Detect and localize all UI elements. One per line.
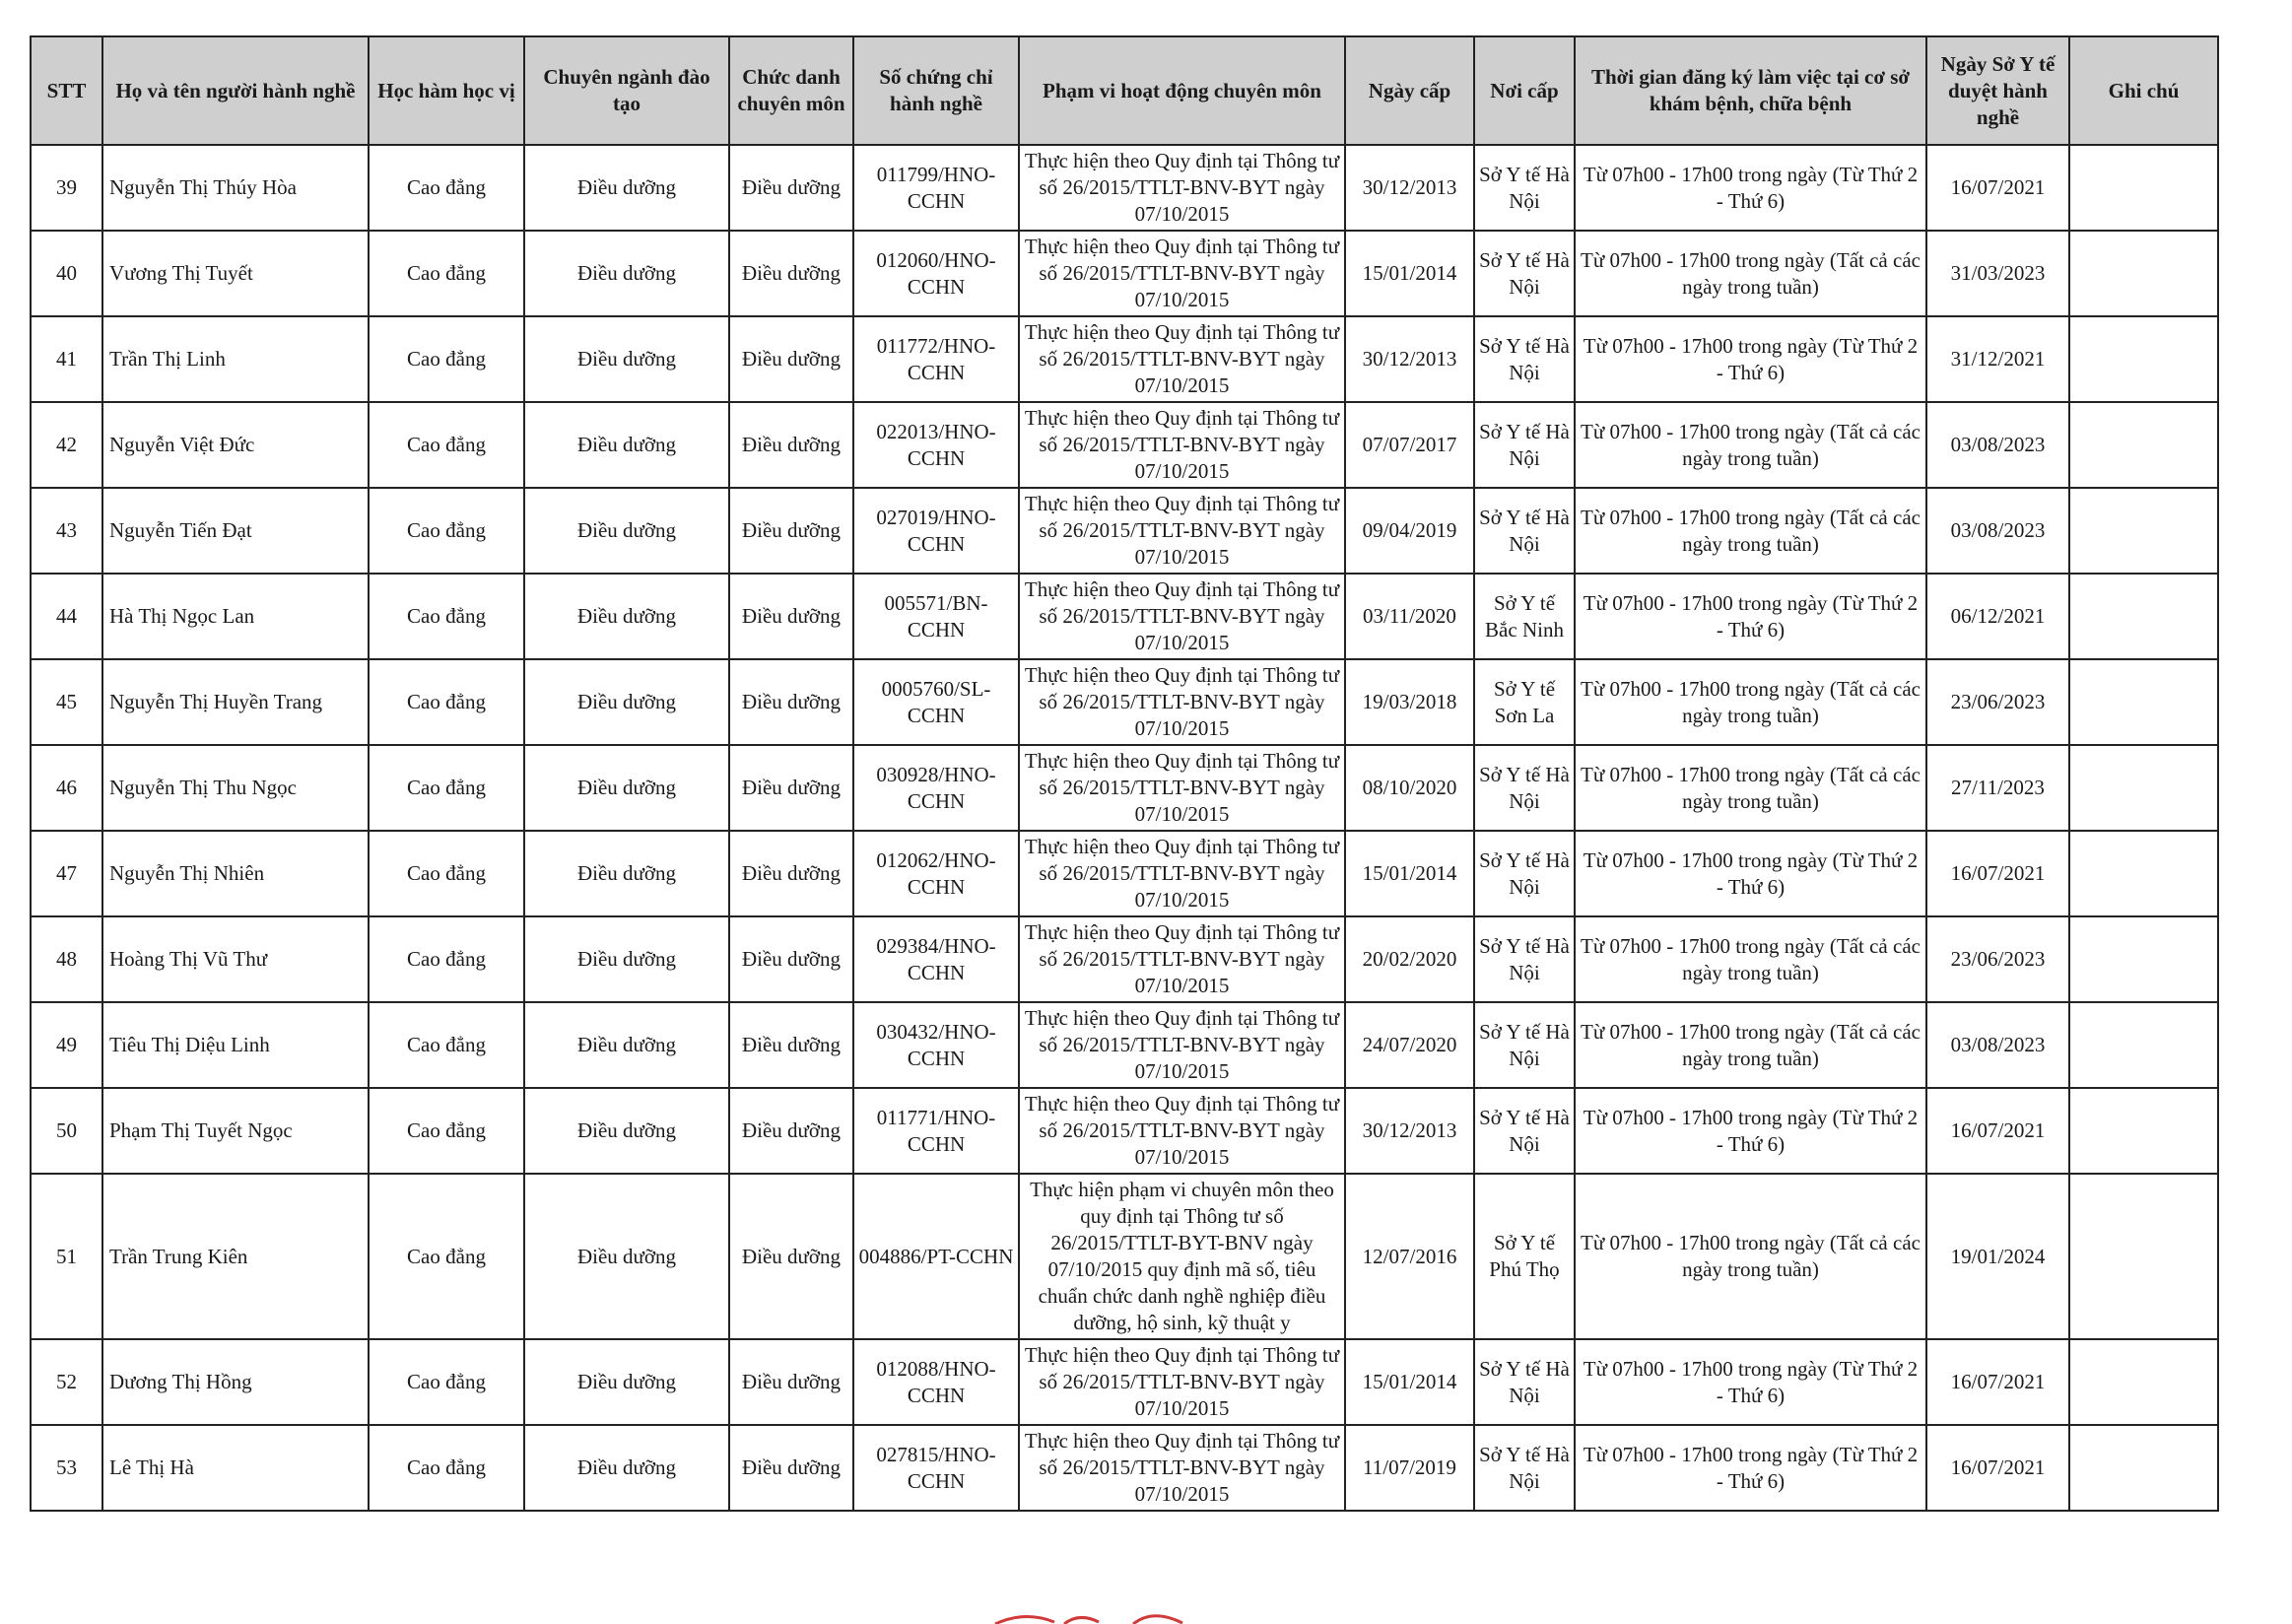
cell-name: Phạm Thị Tuyết Ngọc bbox=[102, 1088, 369, 1174]
cell-degree: Cao đẳng bbox=[369, 1339, 524, 1425]
cell-place: Sở Y tế Hà Nội bbox=[1474, 1339, 1575, 1425]
cell-cert: 029384/HNO-CCHN bbox=[853, 916, 1019, 1002]
cell-degree: Cao đẳng bbox=[369, 1174, 524, 1339]
cell-place: Sở Y tế Hà Nội bbox=[1474, 1088, 1575, 1174]
cell-major: Điều dưỡng bbox=[524, 402, 729, 488]
cell-title: Điều dưỡng bbox=[729, 745, 853, 831]
cell-name: Nguyễn Thị Thu Ngọc bbox=[102, 745, 369, 831]
cell-approved: 31/12/2021 bbox=[1926, 316, 2069, 402]
cell-approved: 27/11/2023 bbox=[1926, 745, 2069, 831]
cell-degree: Cao đẳng bbox=[369, 316, 524, 402]
cell-note bbox=[2069, 574, 2218, 659]
cell-issued: 15/01/2014 bbox=[1345, 1339, 1474, 1425]
cell-major: Điều dưỡng bbox=[524, 574, 729, 659]
cell-name: Lê Thị Hà bbox=[102, 1425, 369, 1511]
cell-title: Điều dưỡng bbox=[729, 1002, 853, 1088]
cell-stt: 48 bbox=[31, 916, 102, 1002]
cell-issued: 19/03/2018 bbox=[1345, 659, 1474, 745]
cell-name: Dương Thị Hồng bbox=[102, 1339, 369, 1425]
cell-title: Điều dưỡng bbox=[729, 574, 853, 659]
cell-approved: 23/06/2023 bbox=[1926, 659, 2069, 745]
cell-name: Nguyễn Việt Đức bbox=[102, 402, 369, 488]
cell-scope: Thực hiện theo Quy định tại Thông tư số 26/2015/TTLT-BNV-BYT ngày 07/10/2015 bbox=[1019, 659, 1345, 745]
col-header-title: Chức danh chuyên môn bbox=[729, 36, 853, 145]
table-header bbox=[31, 36, 2218, 145]
col-header-hours: Thời gian đăng ký làm việc tại cơ sở khám bệnh, chữa bệnh bbox=[1575, 36, 1926, 145]
cell-stt: 39 bbox=[31, 145, 102, 231]
table-row bbox=[31, 1425, 2218, 1511]
cell-approved: 16/07/2021 bbox=[1926, 145, 2069, 231]
cell-issued: 30/12/2013 bbox=[1345, 316, 1474, 402]
cell-note bbox=[2069, 145, 2218, 231]
cell-stt: 42 bbox=[31, 402, 102, 488]
cell-title: Điều dưỡng bbox=[729, 145, 853, 231]
cell-note bbox=[2069, 745, 2218, 831]
cell-cert: 012088/HNO-CCHN bbox=[853, 1339, 1019, 1425]
cell-place: Sở Y tế Hà Nội bbox=[1474, 316, 1575, 402]
col-header-place: Nơi cấp bbox=[1474, 36, 1575, 145]
cell-issued: 08/10/2020 bbox=[1345, 745, 1474, 831]
cell-scope: Thực hiện theo Quy định tại Thông tư số 26/2015/TTLT-BNV-BYT ngày 07/10/2015 bbox=[1019, 316, 1345, 402]
cell-title: Điều dưỡng bbox=[729, 1339, 853, 1425]
cell-scope: Thực hiện theo Quy định tại Thông tư số 26/2015/TTLT-BNV-BYT ngày 07/10/2015 bbox=[1019, 1425, 1345, 1511]
cell-note bbox=[2069, 916, 2218, 1002]
cell-scope: Thực hiện theo Quy định tại Thông tư số 26/2015/TTLT-BNV-BYT ngày 07/10/2015 bbox=[1019, 745, 1345, 831]
cell-cert: 012062/HNO-CCHN bbox=[853, 831, 1019, 916]
cell-hours: Từ 07h00 - 17h00 trong ngày (Từ Thứ 2 - Thứ 6) bbox=[1575, 145, 1926, 231]
cell-major: Điều dưỡng bbox=[524, 488, 729, 574]
cell-approved: 19/01/2024 bbox=[1926, 1174, 2069, 1339]
cell-hours: Từ 07h00 - 17h00 trong ngày (Từ Thứ 2 - Thứ 6) bbox=[1575, 574, 1926, 659]
cell-degree: Cao đẳng bbox=[369, 402, 524, 488]
cell-note bbox=[2069, 831, 2218, 916]
practitioner-table-sheet bbox=[30, 35, 2217, 1512]
cell-place: Sở Y tế Sơn La bbox=[1474, 659, 1575, 745]
col-header-stt: STT bbox=[31, 36, 102, 145]
table-row bbox=[31, 916, 2218, 1002]
cell-approved: 06/12/2021 bbox=[1926, 574, 2069, 659]
cell-hours: Từ 07h00 - 17h00 trong ngày (Từ Thứ 2 - Thứ 6) bbox=[1575, 1425, 1926, 1511]
cell-scope: Thực hiện theo Quy định tại Thông tư số 26/2015/TTLT-BNV-BYT ngày 07/10/2015 bbox=[1019, 1002, 1345, 1088]
col-header-name: Họ và tên người hành nghề bbox=[102, 36, 369, 145]
table-row bbox=[31, 1339, 2218, 1425]
table-row bbox=[31, 1174, 2218, 1339]
cell-note bbox=[2069, 659, 2218, 745]
cell-title: Điều dưỡng bbox=[729, 1088, 853, 1174]
col-header-scope: Phạm vi hoạt động chuyên môn bbox=[1019, 36, 1345, 145]
cell-approved: 03/08/2023 bbox=[1926, 1002, 2069, 1088]
cell-cert: 011772/HNO-CCHN bbox=[853, 316, 1019, 402]
cell-stt: 46 bbox=[31, 745, 102, 831]
cell-stt: 40 bbox=[31, 231, 102, 316]
cell-name: Vương Thị Tuyết bbox=[102, 231, 369, 316]
cell-place: Sở Y tế Hà Nội bbox=[1474, 745, 1575, 831]
cell-approved: 23/06/2023 bbox=[1926, 916, 2069, 1002]
table-row bbox=[31, 745, 2218, 831]
cell-degree: Cao đẳng bbox=[369, 831, 524, 916]
cell-place: Sở Y tế Hà Nội bbox=[1474, 231, 1575, 316]
cell-cert: 030432/HNO-CCHN bbox=[853, 1002, 1019, 1088]
cell-hours: Từ 07h00 - 17h00 trong ngày (Tất cả các ngày trong tuần) bbox=[1575, 488, 1926, 574]
cell-approved: 03/08/2023 bbox=[1926, 402, 2069, 488]
cell-hours: Từ 07h00 - 17h00 trong ngày (Tất cả các ngày trong tuần) bbox=[1575, 1002, 1926, 1088]
col-header-major: Chuyên ngành đào tạo bbox=[524, 36, 729, 145]
cell-hours: Từ 07h00 - 17h00 trong ngày (Tất cả các ngày trong tuần) bbox=[1575, 402, 1926, 488]
cell-cert: 027019/HNO-CCHN bbox=[853, 488, 1019, 574]
cell-issued: 15/01/2014 bbox=[1345, 831, 1474, 916]
cell-scope: Thực hiện theo Quy định tại Thông tư số 26/2015/TTLT-BNV-BYT ngày 07/10/2015 bbox=[1019, 1088, 1345, 1174]
table-row bbox=[31, 402, 2218, 488]
cell-note bbox=[2069, 1174, 2218, 1339]
cell-degree: Cao đẳng bbox=[369, 574, 524, 659]
cell-place: Sở Y tế Hà Nội bbox=[1474, 831, 1575, 916]
cell-degree: Cao đẳng bbox=[369, 659, 524, 745]
cell-approved: 16/07/2021 bbox=[1926, 1425, 2069, 1511]
cell-issued: 07/07/2017 bbox=[1345, 402, 1474, 488]
cell-name: Nguyễn Tiến Đạt bbox=[102, 488, 369, 574]
cell-hours: Từ 07h00 - 17h00 trong ngày (Từ Thứ 2 - Thứ 6) bbox=[1575, 831, 1926, 916]
cell-title: Điều dưỡng bbox=[729, 316, 853, 402]
cell-place: Sở Y tế Hà Nội bbox=[1474, 1425, 1575, 1511]
cell-approved: 16/07/2021 bbox=[1926, 831, 2069, 916]
cell-cert: 022013/HNO-CCHN bbox=[853, 402, 1019, 488]
cell-issued: 12/07/2016 bbox=[1345, 1174, 1474, 1339]
cell-major: Điều dưỡng bbox=[524, 1425, 729, 1511]
cell-note bbox=[2069, 1425, 2218, 1511]
cell-hours: Từ 07h00 - 17h00 trong ngày (Tất cả các ngày trong tuần) bbox=[1575, 1174, 1926, 1339]
cell-major: Điều dưỡng bbox=[524, 831, 729, 916]
cell-stt: 49 bbox=[31, 1002, 102, 1088]
cell-note bbox=[2069, 488, 2218, 574]
cell-name: Hà Thị Ngọc Lan bbox=[102, 574, 369, 659]
cell-place: Sở Y tế Hà Nội bbox=[1474, 402, 1575, 488]
table-row bbox=[31, 1088, 2218, 1174]
cell-scope: Thực hiện theo Quy định tại Thông tư số 26/2015/TTLT-BNV-BYT ngày 07/10/2015 bbox=[1019, 1339, 1345, 1425]
table-row bbox=[31, 145, 2218, 231]
table-row bbox=[31, 488, 2218, 574]
col-header-cert: Số chứng chỉ hành nghề bbox=[853, 36, 1019, 145]
table-row bbox=[31, 231, 2218, 316]
col-header-issued: Ngày cấp bbox=[1345, 36, 1474, 145]
cell-major: Điều dưỡng bbox=[524, 1174, 729, 1339]
cell-degree: Cao đẳng bbox=[369, 1425, 524, 1511]
cell-issued: 09/04/2019 bbox=[1345, 488, 1474, 574]
cell-issued: 11/07/2019 bbox=[1345, 1425, 1474, 1511]
cell-major: Điều dưỡng bbox=[524, 916, 729, 1002]
cell-cert: 0005760/SL-CCHN bbox=[853, 659, 1019, 745]
cell-cert: 030928/HNO-CCHN bbox=[853, 745, 1019, 831]
cell-major: Điều dưỡng bbox=[524, 316, 729, 402]
cell-approved: 31/03/2023 bbox=[1926, 231, 2069, 316]
cell-hours: Từ 07h00 - 17h00 trong ngày (Tất cả các ngày trong tuần) bbox=[1575, 916, 1926, 1002]
cell-degree: Cao đẳng bbox=[369, 1002, 524, 1088]
cell-note bbox=[2069, 1002, 2218, 1088]
cell-name: Trần Thị Linh bbox=[102, 316, 369, 402]
cell-name: Hoàng Thị Vũ Thư bbox=[102, 916, 369, 1002]
cell-stt: 47 bbox=[31, 831, 102, 916]
cell-scope: Thực hiện theo Quy định tại Thông tư số 26/2015/TTLT-BNV-BYT ngày 07/10/2015 bbox=[1019, 916, 1345, 1002]
cell-cert: 011799/HNO-CCHN bbox=[853, 145, 1019, 231]
practitioner-table bbox=[30, 35, 2219, 1512]
col-header-degree: Học hàm học vị bbox=[369, 36, 524, 145]
cell-scope: Thực hiện theo Quy định tại Thông tư số 26/2015/TTLT-BNV-BYT ngày 07/10/2015 bbox=[1019, 402, 1345, 488]
cell-title: Điều dưỡng bbox=[729, 1174, 853, 1339]
cell-hours: Từ 07h00 - 17h00 trong ngày (Từ Thứ 2 - Thứ 6) bbox=[1575, 316, 1926, 402]
cell-stt: 50 bbox=[31, 1088, 102, 1174]
cell-place: Sở Y tế Hà Nội bbox=[1474, 1002, 1575, 1088]
cell-issued: 03/11/2020 bbox=[1345, 574, 1474, 659]
cell-cert: 004886/PT-CCHN bbox=[853, 1174, 1019, 1339]
cell-stt: 41 bbox=[31, 316, 102, 402]
cell-cert: 011771/HNO-CCHN bbox=[853, 1088, 1019, 1174]
cell-degree: Cao đẳng bbox=[369, 231, 524, 316]
cell-scope: Thực hiện theo Quy định tại Thông tư số 26/2015/TTLT-BNV-BYT ngày 07/10/2015 bbox=[1019, 488, 1345, 574]
cell-degree: Cao đẳng bbox=[369, 488, 524, 574]
cell-name: Nguyễn Thị Thúy Hòa bbox=[102, 145, 369, 231]
cell-hours: Từ 07h00 - 17h00 trong ngày (Từ Thứ 2 - Thứ 6) bbox=[1575, 1339, 1926, 1425]
cell-issued: 24/07/2020 bbox=[1345, 1002, 1474, 1088]
cell-title: Điều dưỡng bbox=[729, 1425, 853, 1511]
cell-major: Điều dưỡng bbox=[524, 231, 729, 316]
red-stamp-fragment bbox=[985, 1608, 1202, 1624]
table-body bbox=[31, 145, 2218, 1511]
cell-approved: 16/07/2021 bbox=[1926, 1088, 2069, 1174]
cell-title: Điều dưỡng bbox=[729, 402, 853, 488]
cell-major: Điều dưỡng bbox=[524, 1339, 729, 1425]
cell-stt: 51 bbox=[31, 1174, 102, 1339]
cell-degree: Cao đẳng bbox=[369, 145, 524, 231]
cell-cert: 005571/BN-CCHN bbox=[853, 574, 1019, 659]
cell-name: Nguyễn Thị Nhiên bbox=[102, 831, 369, 916]
cell-hours: Từ 07h00 - 17h00 trong ngày (Tất cả các ngày trong tuần) bbox=[1575, 659, 1926, 745]
cell-major: Điều dưỡng bbox=[524, 1002, 729, 1088]
cell-title: Điều dưỡng bbox=[729, 916, 853, 1002]
cell-note bbox=[2069, 1339, 2218, 1425]
cell-hours: Từ 07h00 - 17h00 trong ngày (Từ Thứ 2 - Thứ 6) bbox=[1575, 1088, 1926, 1174]
cell-issued: 20/02/2020 bbox=[1345, 916, 1474, 1002]
cell-cert: 027815/HNO-CCHN bbox=[853, 1425, 1019, 1511]
cell-place: Sở Y tế Hà Nội bbox=[1474, 488, 1575, 574]
cell-name: Nguyễn Thị Huyền Trang bbox=[102, 659, 369, 745]
cell-stt: 53 bbox=[31, 1425, 102, 1511]
cell-note bbox=[2069, 1088, 2218, 1174]
col-header-approved: Ngày Sở Y tế duyệt hành nghề bbox=[1926, 36, 2069, 145]
cell-place: Sở Y tế Bắc Ninh bbox=[1474, 574, 1575, 659]
table-row bbox=[31, 316, 2218, 402]
cell-scope: Thực hiện theo Quy định tại Thông tư số 26/2015/TTLT-BNV-BYT ngày 07/10/2015 bbox=[1019, 831, 1345, 916]
table-row bbox=[31, 659, 2218, 745]
cell-title: Điều dưỡng bbox=[729, 231, 853, 316]
cell-name: Tiêu Thị Diệu Linh bbox=[102, 1002, 369, 1088]
cell-stt: 45 bbox=[31, 659, 102, 745]
table-row bbox=[31, 1002, 2218, 1088]
cell-scope: Thực hiện theo Quy định tại Thông tư số 26/2015/TTLT-BNV-BYT ngày 07/10/2015 bbox=[1019, 145, 1345, 231]
table-row bbox=[31, 574, 2218, 659]
cell-stt: 43 bbox=[31, 488, 102, 574]
cell-cert: 012060/HNO-CCHN bbox=[853, 231, 1019, 316]
cell-hours: Từ 07h00 - 17h00 trong ngày (Tất cả các ngày trong tuần) bbox=[1575, 745, 1926, 831]
cell-title: Điều dưỡng bbox=[729, 659, 853, 745]
cell-stt: 52 bbox=[31, 1339, 102, 1425]
cell-title: Điều dưỡng bbox=[729, 831, 853, 916]
cell-degree: Cao đẳng bbox=[369, 916, 524, 1002]
cell-scope: Thực hiện theo Quy định tại Thông tư số 26/2015/TTLT-BNV-BYT ngày 07/10/2015 bbox=[1019, 231, 1345, 316]
cell-major: Điều dưỡng bbox=[524, 659, 729, 745]
cell-hours: Từ 07h00 - 17h00 trong ngày (Tất cả các ngày trong tuần) bbox=[1575, 231, 1926, 316]
cell-degree: Cao đẳng bbox=[369, 1088, 524, 1174]
cell-major: Điều dưỡng bbox=[524, 1088, 729, 1174]
cell-place: Sở Y tế Hà Nội bbox=[1474, 916, 1575, 1002]
cell-note bbox=[2069, 316, 2218, 402]
cell-name: Trần Trung Kiên bbox=[102, 1174, 369, 1339]
cell-note bbox=[2069, 231, 2218, 316]
table-row bbox=[31, 831, 2218, 916]
cell-scope: Thực hiện theo Quy định tại Thông tư số 26/2015/TTLT-BNV-BYT ngày 07/10/2015 bbox=[1019, 574, 1345, 659]
cell-title: Điều dưỡng bbox=[729, 488, 853, 574]
cell-major: Điều dưỡng bbox=[524, 145, 729, 231]
cell-degree: Cao đẳng bbox=[369, 745, 524, 831]
cell-issued: 30/12/2013 bbox=[1345, 145, 1474, 231]
cell-stt: 44 bbox=[31, 574, 102, 659]
cell-approved: 03/08/2023 bbox=[1926, 488, 2069, 574]
cell-approved: 16/07/2021 bbox=[1926, 1339, 2069, 1425]
cell-major: Điều dưỡng bbox=[524, 745, 729, 831]
cell-scope: Thực hiện phạm vi chuyên môn theo quy định tại Thông tư số 26/2015/TTLT-BYT-BNV ngày 07/10/2015 quy định mã số, tiêu chuẩn chức danh nghề nghiệp điều dưỡng, hộ sinh, kỹ thuật y bbox=[1019, 1174, 1345, 1339]
cell-place: Sở Y tế Phú Thọ bbox=[1474, 1174, 1575, 1339]
cell-issued: 30/12/2013 bbox=[1345, 1088, 1474, 1174]
cell-place: Sở Y tế Hà Nội bbox=[1474, 145, 1575, 231]
col-header-note: Ghi chú bbox=[2069, 36, 2218, 145]
cell-note bbox=[2069, 402, 2218, 488]
cell-issued: 15/01/2014 bbox=[1345, 231, 1474, 316]
